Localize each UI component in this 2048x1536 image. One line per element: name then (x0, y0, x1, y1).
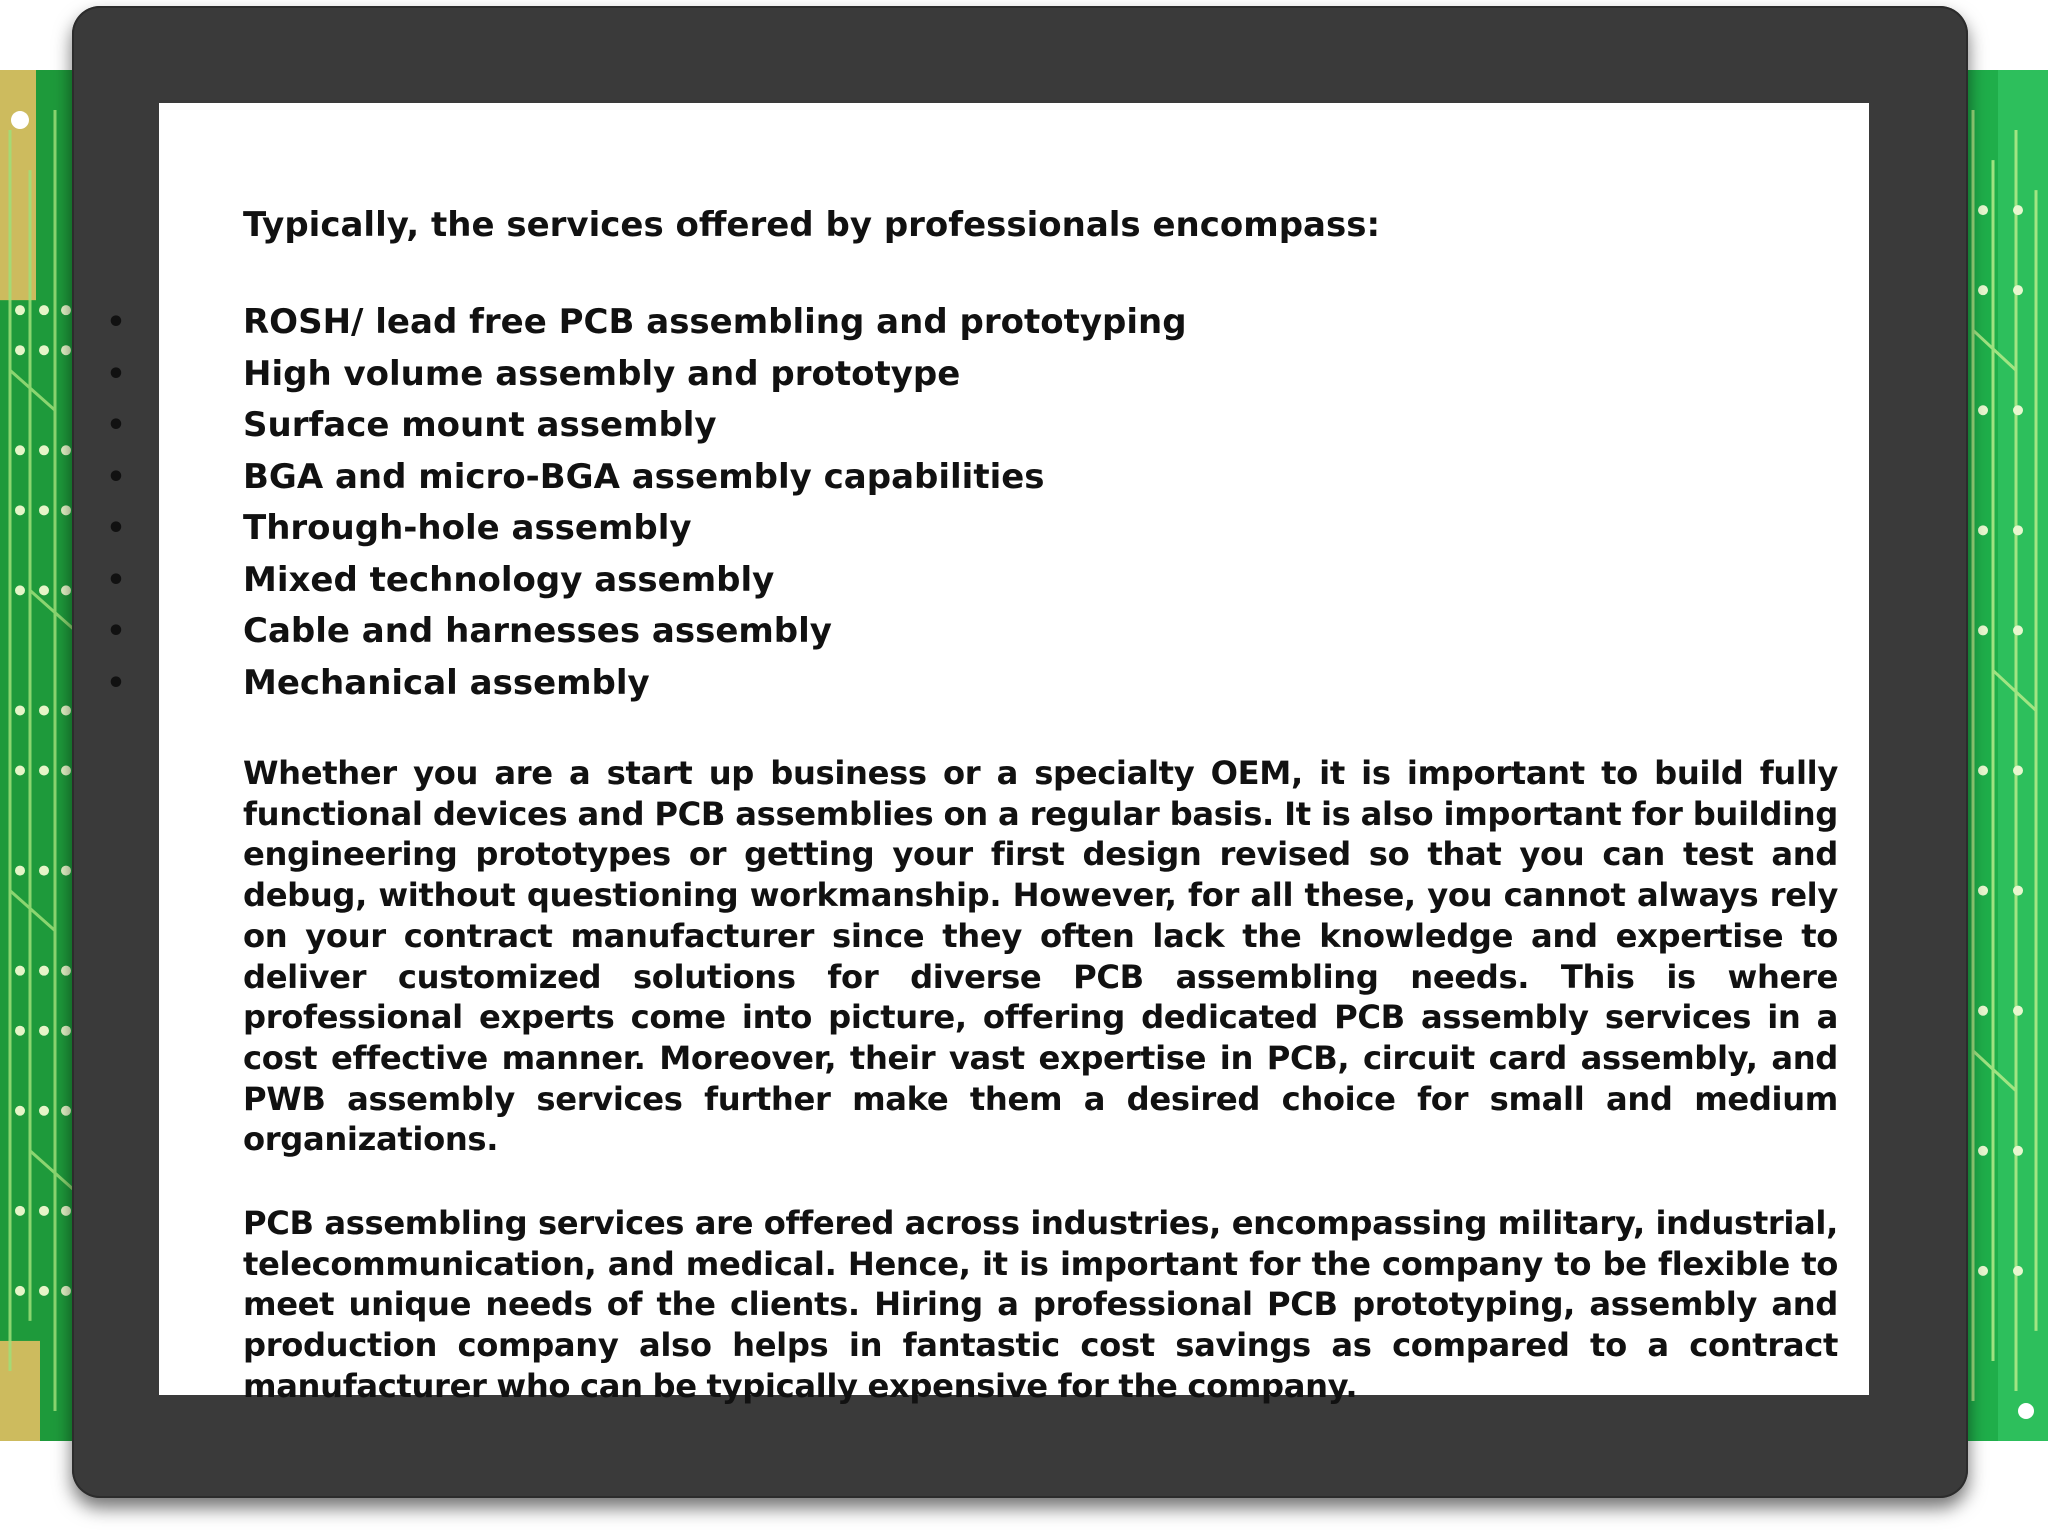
list-item (106, 297, 1838, 349)
list-item (106, 555, 1838, 607)
bullet-icon: • (106, 356, 126, 392)
bullet-icon: • (106, 562, 126, 598)
service-label: Mechanical assembly (243, 662, 650, 703)
list-item (106, 606, 1838, 658)
list-item (106, 400, 1838, 452)
services-list (106, 297, 1838, 709)
service-label: ROSH/ lead free PCB assembling and prototyping (243, 302, 1187, 342)
service-label: Surface mount assembly (243, 405, 717, 445)
service-label: Mixed technology assembly (243, 559, 775, 600)
bullet-icon: • (106, 614, 126, 649)
bullet-icon: • (106, 459, 126, 495)
list-item (106, 503, 1838, 555)
slide-content (106, 103, 1869, 1405)
service-label: High volume assembly and prototype (243, 353, 961, 394)
bullet-icon: • (106, 511, 126, 546)
intro-text: Typically, the services offered by professionals encompass: (243, 205, 1381, 245)
list-item (106, 658, 1838, 710)
bullet-icon: • (106, 665, 126, 701)
service-label: Through-hole assembly (243, 508, 692, 548)
bullet-icon: • (106, 305, 126, 340)
list-item (106, 349, 1838, 401)
body-paragraph-2: PCB assembling services are offered across industries, encompassing military, industrial, telecommunication, and medical. Hence, it is important for the company to be flexible to meet unique needs of the clients. Hiring a professional PCB prototyping, assembly and production company also helps in fantastic cost savings as compared to a contract manufacturer who can be typically expensive for the company. (243, 1204, 1838, 1405)
service-label: Cable and harnesses assembly (243, 611, 832, 651)
service-label: BGA and micro-BGA assembly capabilities (243, 456, 1045, 497)
circuit-board-right (1958, 70, 2048, 1441)
bullet-icon: • (106, 408, 126, 443)
list-item (106, 452, 1838, 504)
body-paragraph-1: Whether you are a start up business or a specialty OEM, it is important to build fully functional devices and PCB assemblies on a regular basis. It is also important for building engineering prototypes or getting your first design revised so that you can test and debug, without questioning workmanship. However, for all these, you cannot always rely on your contract manufacturer since they often lack the knowledge and expertise to deliver customized solutions for diverse PCB assembling needs. This is where professional experts come into picture, offering dedicated PCB assembly services in a cost effective manner. Moreover, their vast expertise in PCB, circuit card assembly, and PWB assembly services further make them a desired choice for small and medium organizations. (243, 754, 1838, 1159)
